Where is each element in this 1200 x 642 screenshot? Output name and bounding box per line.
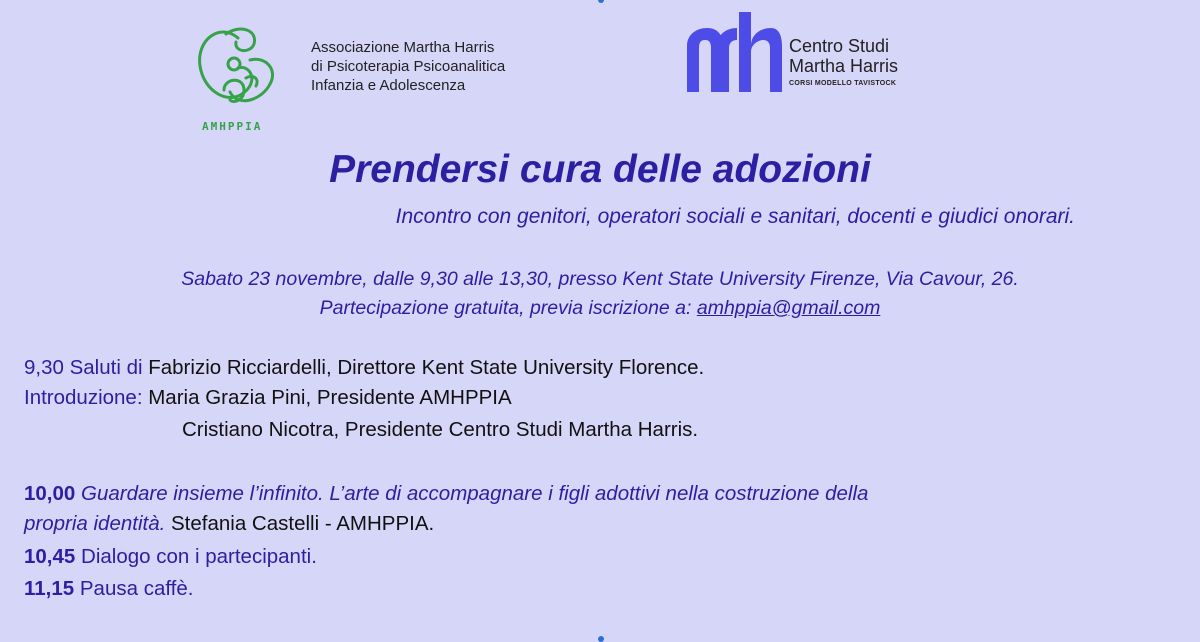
centro-studi-logo xyxy=(687,12,782,94)
edge-handle-bottom xyxy=(598,636,604,642)
event-subtitle: Incontro con genitori, operatori sociali e sanitari, docenti e giudici onorari. xyxy=(395,205,1075,228)
program-dialogue xyxy=(24,545,317,569)
talk-speaker: Stefania Castelli - AMHPPIA. xyxy=(165,512,435,535)
talk-title-part-2: propria identità. xyxy=(24,512,166,535)
break-time: 11,15 xyxy=(24,577,75,600)
association-line-3: Infanzia e Adolescenza xyxy=(311,77,466,94)
program-welcome xyxy=(24,356,704,380)
program-intro-2 xyxy=(182,418,698,442)
break-text: Pausa caffè. xyxy=(74,577,194,600)
intro-label: Introduzione: xyxy=(24,386,149,409)
registration-email-link[interactable]: amhppia@gmail.com xyxy=(696,297,881,319)
intro-speaker-2: Cristiano Nicotra, Presidente Centro Studi Martha Harris. xyxy=(182,418,699,441)
edge-handle-top xyxy=(598,0,604,3)
amhppia-figure-logo-icon xyxy=(190,20,286,120)
program-break xyxy=(24,577,193,601)
welcome-label: 9,30 Saluti di xyxy=(24,356,149,379)
association-line-2: di Psicoterapia Psicoanalitica xyxy=(311,58,506,75)
talk-time: 10,00 xyxy=(24,482,76,505)
centro-line-2: Martha Harris xyxy=(789,56,899,76)
centro-tagline: CORSI MODELLO TAVISTOCK xyxy=(789,80,897,87)
dialogue-time: 10,45 xyxy=(24,545,76,568)
program-talk-2 xyxy=(24,512,434,536)
centro-studi-name xyxy=(789,36,898,87)
program-intro xyxy=(24,386,512,410)
mh-monogram-logo-icon xyxy=(687,12,782,94)
welcome-text: Fabrizio Ricciardelli, Direttore Kent State University Florence. xyxy=(148,356,705,379)
event-registration xyxy=(0,297,1200,320)
association-name xyxy=(311,38,505,95)
program-talk xyxy=(24,482,868,506)
event-date-location: Sabato 23 novembre, dalle 9,30 alle 13,30, presso Kent State University Firenze, Via Cavour, 26. xyxy=(181,268,1019,290)
intro-speaker-1: Maria Grazia Pini, Presidente AMHPPIA xyxy=(148,386,512,409)
amhppia-logo xyxy=(190,20,286,138)
dialogue-text: Dialogo con i partecipanti. xyxy=(75,545,317,568)
talk-title-part-1: Guardare insieme l’infinito. L’arte di accompagnare i figli adottivi nella costruzione della xyxy=(75,482,869,505)
association-line-1: Associazione Martha Harris xyxy=(311,39,495,56)
registration-text: Partecipazione gratuita, previa iscrizione a: xyxy=(319,297,697,319)
event-title: Prendersi cura delle adozioni xyxy=(329,148,871,191)
centro-line-1: Centro Studi xyxy=(789,36,890,56)
amhppia-acronym: AMHPPIA xyxy=(202,120,263,133)
